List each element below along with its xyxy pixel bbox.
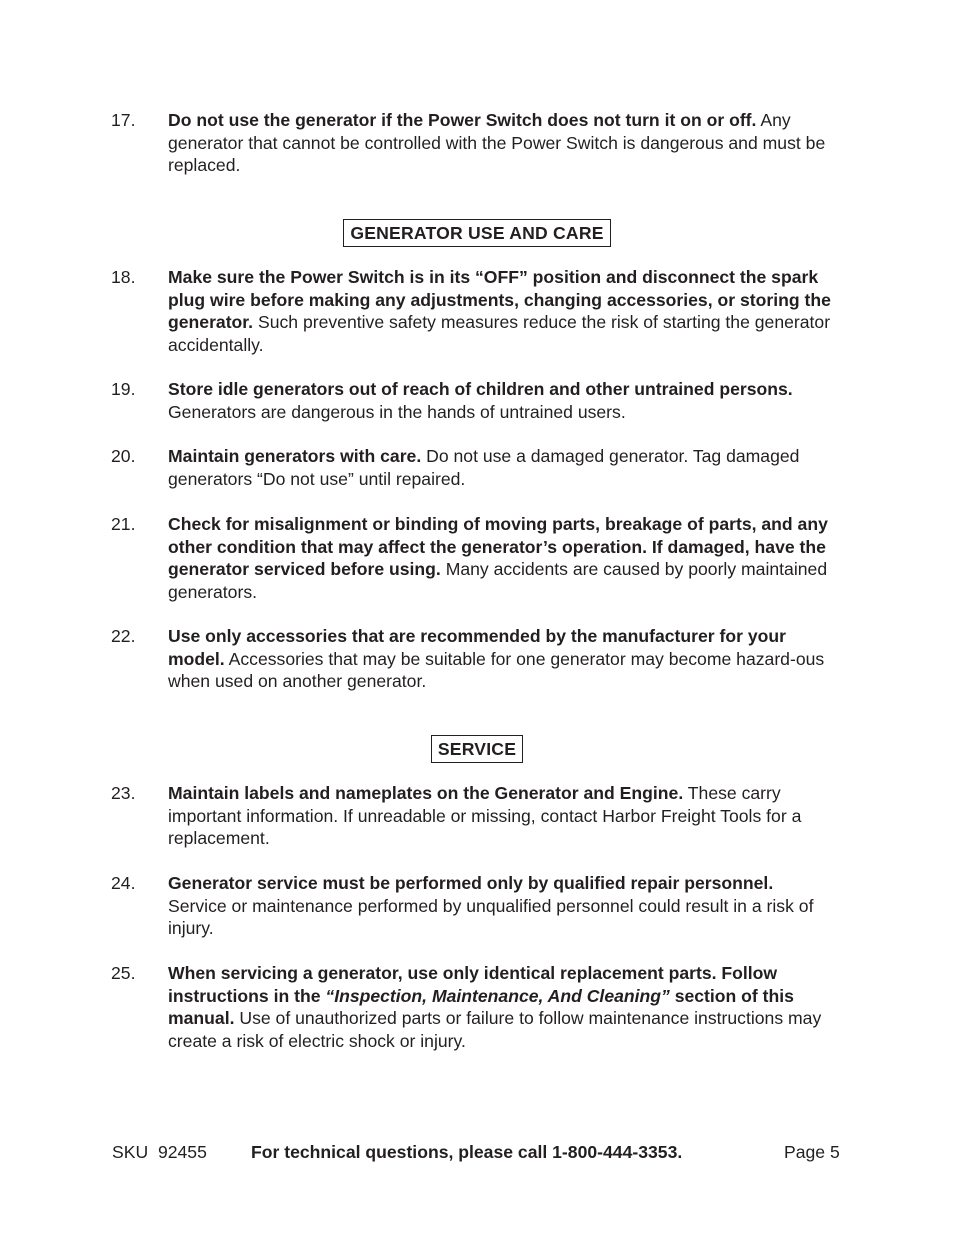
item-text: [168, 513, 846, 603]
list-item-21: [111, 513, 846, 603]
item-bold-text: Check for misalignment or binding of moving parts, breakage of parts, and any other condition that may affect the generator’s operation. If damaged, have the generator serviced before using.: [168, 514, 828, 579]
item-number: 20.: [111, 446, 136, 466]
section-heading-use-and-care: GENERATOR USE AND CARE: [343, 219, 610, 247]
item-bold-text: Maintain labels and nameplates on the Generator and Engine.: [168, 783, 684, 803]
item-number: 19.: [111, 379, 136, 399]
list-item-18: [111, 266, 846, 356]
list-item-19: [111, 378, 846, 423]
item-bold-text: Do not use the generator if the Power Switch does not turn it on or off.: [168, 110, 757, 130]
item-bold-text: Maintain generators with care.: [168, 446, 422, 466]
item-text: [168, 378, 846, 423]
list-item-17: [111, 109, 846, 177]
item-text: [168, 266, 846, 356]
item-section-reference: “Inspection, Maintenance, And Cleaning”: [325, 985, 670, 1006]
list-item-24: [111, 872, 846, 940]
item-number: 22.: [111, 626, 136, 646]
item-normal-text: Use of unauthorized parts or failure to follow maintenance instructions may create a risk of electric shock or injury.: [168, 1008, 822, 1051]
item-normal-text: Such preventive safety measures reduce the risk of starting the generator accidentally.: [168, 312, 831, 355]
item-text: [168, 962, 846, 1052]
item-normal-text: Any generator that cannot be controlled with the Power Switch is dangerous and must be replaced.: [168, 110, 826, 175]
item-number: 17.: [111, 110, 136, 130]
item-bold-text: Make sure the Power Switch is in its “OFF” position and disconnect the spark plug wire before making any adjustments, changing accessories, or storing the generator.: [168, 267, 831, 332]
item-text: [168, 445, 846, 490]
list-item-20: [111, 445, 846, 490]
item-normal-text: Service or maintenance performed by unqualified personnel could result in a risk of injury.: [168, 895, 814, 938]
item-bold-text: Generator service must be performed only by qualified repair personnel.: [168, 873, 774, 893]
item-bold-text: Store idle generators out of reach of children and other untrained persons.: [168, 379, 793, 399]
item-number: 25.: [111, 963, 136, 983]
section-heading-wrap: [0, 735, 954, 763]
item-number: 18.: [111, 267, 136, 287]
section-heading-service: SERVICE: [431, 735, 523, 763]
item-text: [168, 782, 846, 850]
footer-phone: For technical questions, please call 1-800-444-3353.: [251, 1142, 683, 1162]
item-bold-text: Use only accessories that are recommended by the manufacturer for your model.: [168, 626, 786, 669]
item-number: 23.: [111, 783, 136, 803]
list-item-25: [111, 962, 846, 1052]
item-bold-text: section of this manual.: [168, 985, 794, 1028]
item-text: [168, 109, 846, 177]
item-normal-text: These carry important information. If unreadable or missing, contact Harbor Freight Tools for a replacement.: [168, 783, 802, 848]
item-normal-text: Generators are dangerous in the hands of untrained users.: [168, 401, 626, 422]
item-text: [168, 872, 846, 940]
item-number: 21.: [111, 514, 136, 534]
item-normal-text: Many accidents are caused by poorly maintained generators.: [168, 559, 828, 602]
item-number: 24.: [111, 873, 136, 893]
footer-sku: SKU 92455: [112, 1142, 207, 1162]
list-item-22: [111, 625, 846, 693]
list-item-23: [111, 782, 846, 850]
section-heading-wrap: [0, 219, 954, 247]
item-text: [168, 625, 846, 693]
item-normal-text: Do not use a damaged generator. Tag damaged generators “Do not use” until repaired.: [168, 446, 800, 489]
item-normal-text: Accessories that may be suitable for one generator may become hazard-ous when used on another generator.: [168, 648, 825, 691]
footer-page-number: Page 5: [784, 1142, 840, 1162]
item-bold-text: When servicing a generator, use only identical replacement parts. Follow instructions in the: [168, 963, 778, 1006]
